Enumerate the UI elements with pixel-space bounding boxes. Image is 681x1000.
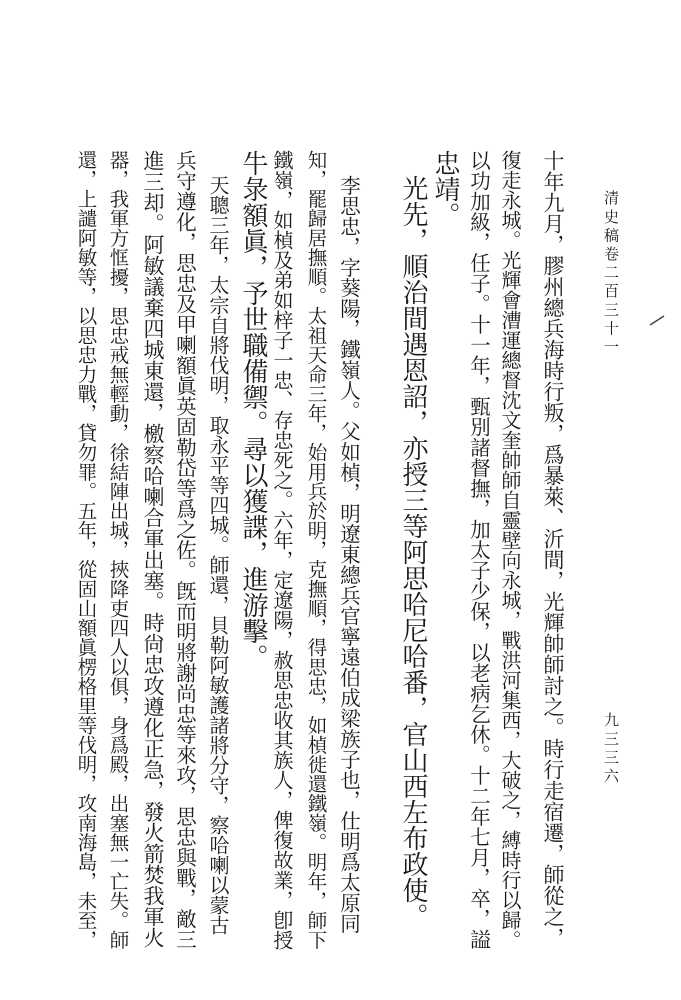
text-column-2: 復走永城。光輝會漕運總督沈文奎帥師自靈壁向永城，戰洪河集西，大破之，縛時行以歸。 [498, 150, 522, 950]
volume-header: 清史稿卷二百三十一 [602, 190, 620, 358]
text-column-1: 十年九月，膠州總兵海時行叛，爲暴萊、沂間，光輝帥師討之。時行走宿遷，師從之， [541, 150, 565, 948]
text-column-7: 知，罷歸居撫順。太祖天命三年，始用兵於明，克撫順，得思忠，如楨徙還鐵嶺。明年，師下 [304, 150, 328, 950]
text-column-8: 鐵嶺，如楨及弟如梓子一忠、存忠死之。六年，定遼陽，赦思忠收其族人，俾復故業，卽授 [270, 150, 294, 950]
text-column-12: 進三却。阿敏議棄四城東還，檄察哈喇合軍出塞。時尙忠攻遵化正急，發火箭焚我軍火 [141, 150, 165, 948]
text-column-9: 牛彔額眞，予世職備禦。尋以獲諜，進游擊。 [238, 150, 268, 670]
text-column-4: 忠靖。 [430, 150, 460, 228]
text-column-14: 還，上譴阿敏等，以思忠力戰，貸勿罪。五年，從固山額眞楞格里等伐明，攻南海島，未至， [74, 150, 98, 950]
text-column-5: 光先，順治間遇恩詔，亦授三等阿思哈尼哈番，官山西左布政使。 [398, 175, 428, 929]
text-column-13: 器，我軍方恇擾，思忠戒無輕動，徐結陣出城，挾降吏四人以俱，身爲殿，出塞無一亡失。師 [106, 150, 130, 950]
text-column-11: 兵守遵化，思忠及甲喇額眞英固勒岱等爲之佐。旣而明將謝尚忠等來攻，思忠與戰，敵三 [172, 150, 197, 950]
stray-mark-stroke [650, 316, 664, 325]
text-column-6: 李思忠，字葵陽，鐵嶺人。父如楨，明遼東總兵官寧遠伯成梁族子也，仕明爲太原同 [336, 175, 361, 934]
text-column-3: 以功加級，任子。十一年，甄別諸督撫，加太子少保，以老病乞休。十二年七月，卒，謚 [466, 150, 491, 950]
text-column-10: 天聰三年，太宗自將伐明，取永平等四城。師還，貝勒阿敏護諸將分守，察哈喇以蒙古 [206, 175, 230, 935]
page-number: 九三三六 [602, 712, 620, 787]
